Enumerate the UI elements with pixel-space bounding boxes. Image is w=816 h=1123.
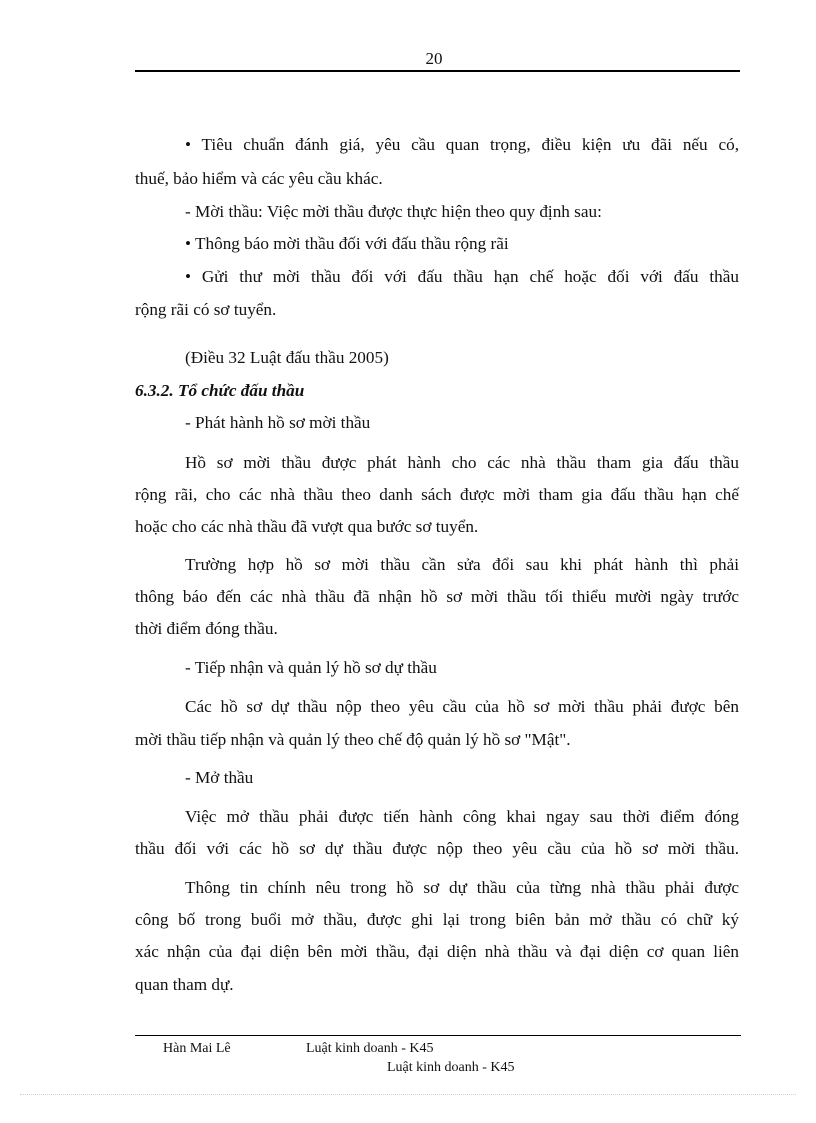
- footer-author: Hàn Mai Lê: [163, 1041, 231, 1056]
- page-number: 20: [425, 49, 443, 68]
- body-line: Thông tin chính nêu trong hồ sơ dự thầu của từng nhà thầu phải được: [185, 878, 739, 897]
- bullet-item: • Thông báo mời thầu đối với đấu thầu rộng rãi: [185, 234, 509, 253]
- body-line: thời điểm đóng thầu.: [135, 619, 278, 638]
- list-item-dash: - Tiếp nhận và quản lý hồ sơ dự thầu: [185, 658, 437, 677]
- body-line: mời thầu tiếp nhận và quản lý theo chế độ quản lý hồ sơ "Mật".: [135, 730, 571, 749]
- body-line: Hồ sơ mời thầu được phát hành cho các nhà thầu tham gia đấu thầu: [185, 453, 739, 472]
- section-heading: 6.3.2. Tổ chức đấu thầu: [135, 381, 305, 400]
- body-line: Việc mở thầu phải được tiến hành công khai ngay sau thời điểm đóng: [185, 807, 739, 826]
- body-line: thầu đối với các hồ sơ dự thầu được nộp theo yêu cầu của hồ sơ mời thầu.: [135, 839, 739, 858]
- page-edge-dotted: [20, 1094, 796, 1095]
- body-line: thuế, bảo hiểm và các yêu cầu khác.: [135, 169, 383, 188]
- citation: (Điều 32 Luật đấu thầu 2005): [185, 348, 389, 367]
- body-line: Trường hợp hồ sơ mời thầu cần sửa đổi sau khi phát hành thì phải: [185, 555, 739, 574]
- body-line: hoặc cho các nhà thầu đã vượt qua bước sơ tuyển.: [135, 517, 479, 536]
- body-line: xác nhận của đại diện bên mời thầu, đại diện nhà thầu và đại diện cơ quan liên: [135, 942, 739, 961]
- footer-course-repeat: Luật kinh doanh - K45: [387, 1060, 515, 1075]
- header-rule: [135, 70, 740, 72]
- body-line: Các hồ sơ dự thầu nộp theo yêu cầu của hồ sơ mời thầu phải được bên: [185, 697, 739, 716]
- body-line: • Tiêu chuẩn đánh giá, yêu cầu quan trọng, điều kiện ưu đãi nếu có,: [185, 135, 739, 154]
- list-item-dash: - Mời thầu: Việc mời thầu được thực hiện theo quy định sau:: [185, 202, 602, 221]
- body-line: rộng rãi có sơ tuyển.: [135, 300, 277, 319]
- body-line: rộng rãi, cho các nhà thầu theo danh sách được mời tham gia đấu thầu hạn chế: [135, 485, 739, 504]
- footer-rule: [135, 1035, 741, 1036]
- body-line: quan tham dự.: [135, 975, 234, 994]
- bullet-item: • Gửi thư mời thầu đối với đấu thầu hạn chế hoặc đối với đấu thầu: [185, 267, 739, 286]
- footer-course: Luật kinh doanh - K45: [306, 1041, 434, 1056]
- list-item-dash: - Phát hành hồ sơ mời thầu: [185, 413, 371, 432]
- body-line: thông báo đến các nhà thầu đã nhận hồ sơ mời thầu tối thiểu mười ngày trước: [135, 587, 739, 606]
- body-line: công bố trong buổi mở thầu, được ghi lại trong biên bản mở thầu có chữ ký: [135, 910, 739, 929]
- list-item-dash: - Mở thầu: [185, 768, 254, 787]
